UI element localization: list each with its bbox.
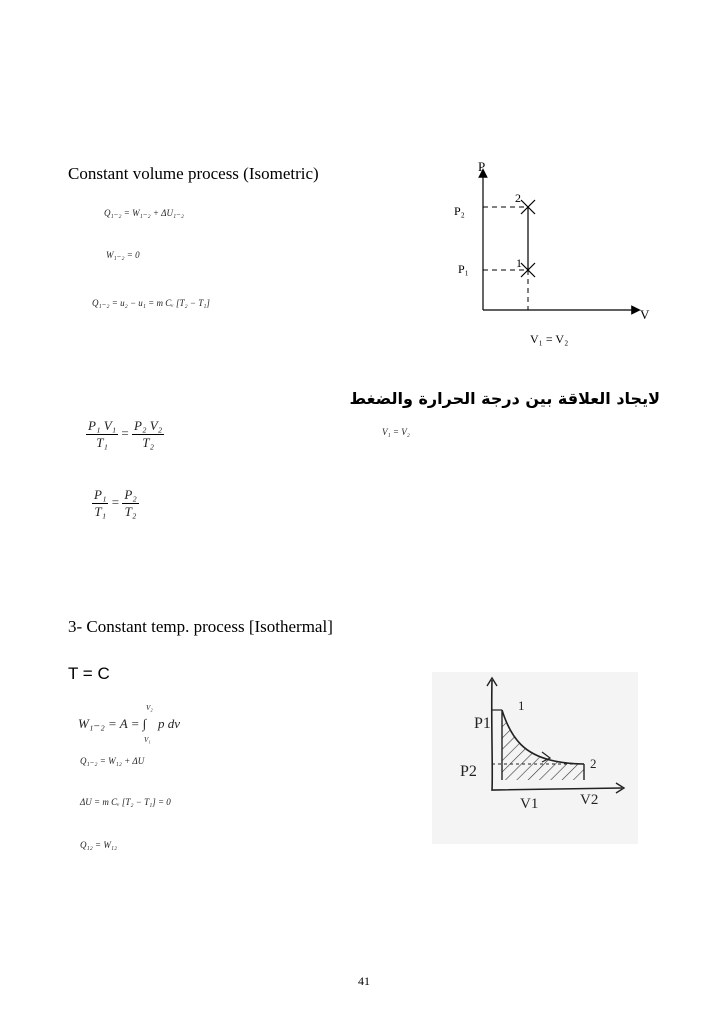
gas-law-num-left: P₁ V₁ <box>88 418 117 433</box>
isothermal-sketch <box>432 672 638 844</box>
v-axis-label: V <box>640 307 650 322</box>
page-number: 41 <box>358 974 370 988</box>
sketch-point-2-label: 2 <box>590 756 597 771</box>
constant-volume-condition: V₁ = V₂ <box>382 427 410 437</box>
sketch-v1-label: V1 <box>520 796 539 812</box>
isothermal-title: 3- Constant temp. process [Isothermal] <box>68 617 333 636</box>
simplified-den-right: T₂ <box>124 504 137 519</box>
work-equation-lhs: W₁₋₂ = A = ∫ <box>78 716 147 731</box>
p2-label: P₂ <box>454 204 465 218</box>
sketch-v2-label: V2 <box>580 792 599 808</box>
sketch-p2-label: P2 <box>460 763 477 780</box>
point-1-label: 1 <box>516 256 522 270</box>
isometric-eq-work-zero: W₁₋₂ = 0 <box>106 250 140 260</box>
gas-law-den-left: T₁ <box>96 435 108 450</box>
integral-upper-limit: V₂ <box>146 704 153 712</box>
isothermal-eq-first-law: Q₁₋₂ = W₁₂ + ΔU <box>80 756 145 766</box>
simplified-den-left: T₁ <box>94 504 107 519</box>
volume-label: V₁ = V₂ <box>530 332 569 346</box>
isothermal-condition: T = C <box>68 664 110 683</box>
p1-label: P₁ <box>458 262 469 276</box>
pressure-temperature-equation: $\frac{\text{P₁}}{\text{T₁}}$ = $\frac{\text{P₂}}{\text{T₂}}$ <box>94 487 137 519</box>
isometric-title: Constant volume process (Isometric) <box>68 164 319 183</box>
integral-lower-limit: V₁ <box>144 736 151 744</box>
gas-law-den-right: T₂ <box>142 435 154 450</box>
p-axis-label: P <box>478 159 486 174</box>
sketch-p1-label: P1 <box>474 715 491 732</box>
isometric-eq-first-law: Q₁₋₂ = W₁₋₂ + ΔU₁₋₂ <box>104 208 184 218</box>
simplified-num-right: P₂ <box>124 487 137 502</box>
isometric-eq-heat: Q₁₋₂ = u₂ − u₁ = m Cᵥ [T₂ − T₁] <box>92 298 210 308</box>
isothermal-eq-heat-work: Q₁₂ = W₁₂ <box>80 840 118 850</box>
isothermal-work-equation <box>78 700 218 748</box>
simplified-num-left: P₁ <box>94 487 107 502</box>
gas-law-num-right: P₂ V₂ <box>134 418 163 433</box>
gas-law-equation: $\frac{\text{P₁ V₁}}{\text{T₁}}$ = $\frac{\text{P₂ V₂}}{\text{T₂}}$ <box>88 418 163 450</box>
arabic-relation-text: لايجاد العلاقة بين درجة الحرارة والضغط <box>349 389 660 408</box>
isothermal-eq-internal-energy: ΔU = m Cᵥ [T₂ − T₁] = 0 <box>80 797 171 807</box>
isometric-pv-diagram <box>440 155 660 360</box>
work-equation-rhs: p dv <box>158 716 181 731</box>
sketch-point-1-label: 1 <box>518 698 525 713</box>
point-2-label: 2 <box>515 191 521 205</box>
